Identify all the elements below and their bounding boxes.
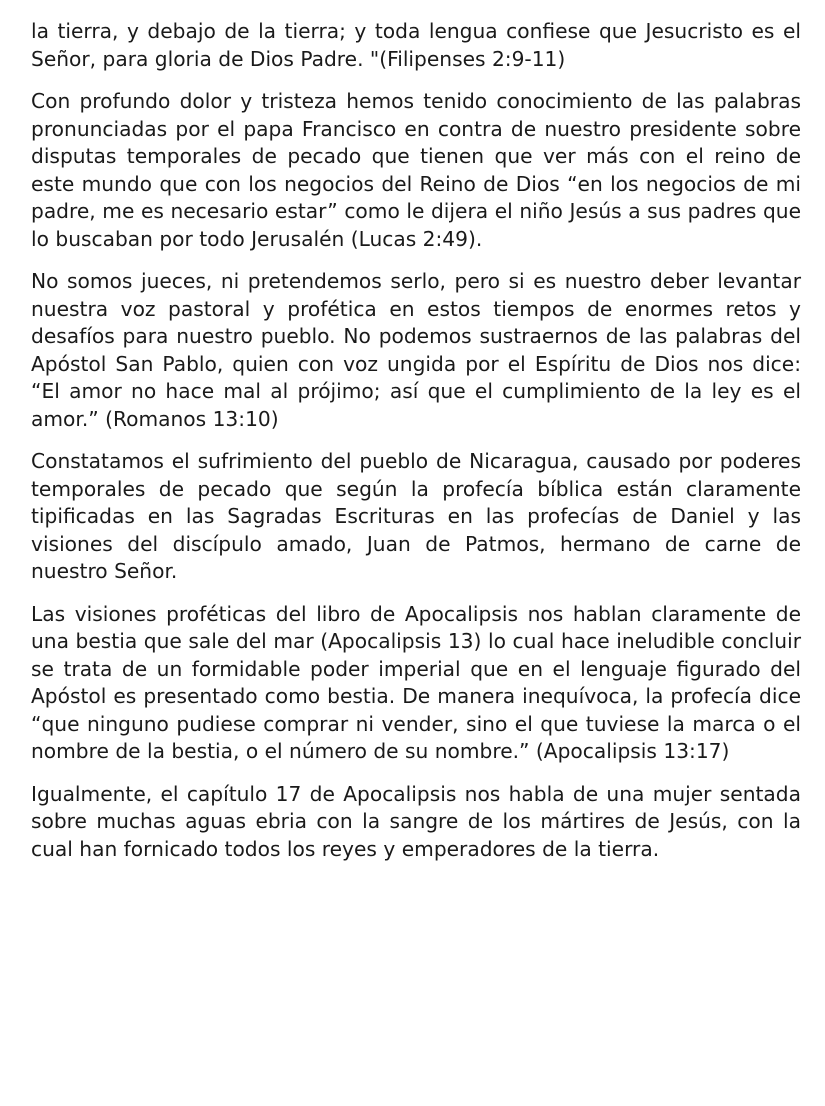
paragraph-pastoral-voice: No somos jueces, ni pretendemos serlo, pero si es nuestro deber levantar nuestra voz pastoral y profética en estos tiempos de enormes retos y desafíos para nuestro pueblo. No podemos sustraernos de las palabras del Apóstol San Pablo, quien con voz ungida por el Espíritu de Dios nos dice: “El amor no hace mal al prójimo; así que el cumplimiento de la ley es el amor.” (Romanos 13:10) bbox=[31, 269, 801, 431]
paragraph-apocalypse-chapter-17: Igualmente, el capítulo 17 de Apocalipsis nos habla de una mujer sentada sobre muchas aguas ebria con la sangre de los mártires de Jesús, con la cual han fornicado todos los reyes y emperadores de la tierra. bbox=[31, 781, 801, 861]
paragraph-nicaragua-suffering: Constatamos el sufrimiento del pueblo de Nicaragua, causado por poderes temporales de pecado que según la profecía bíblica están claramente tipificadas en las Sagradas Escrituras en las profecías de Daniel y las visiones del discípulo amado, Juan de Patmos, hermano de carne de nuestro Señor. bbox=[31, 449, 801, 583]
paragraph-pope-francis: Con profundo dolor y tristeza hemos tenido conocimiento de las palabras pronunciadas por el papa Francisco en contra de nuestro presidente sobre disputas temporales de pecado que tienen que ver más con el reino de este mundo que con los negocios del Reino de Dios “en los negocios de mi padre, me es necesario estar” como le dijera el niño Jesús a sus padres que lo buscaban por todo Jerusalén (Lucas 2:49). bbox=[31, 89, 801, 251]
paragraph-apocalypse-beast: Las visiones proféticas del libro de Apocalipsis nos hablan claramente de una bestia que sale del mar (Apocalipsis 13) lo cual hace ineludible concluir se trata de un formidable poder imperial que en el lenguaje figurado del Apóstol es presentado como bestia. De manera inequívoca, la profecía dice “que ninguno pudiese comprar ni vender, sino el que tuviese la marca o el nombre de la bestia, o el número de su nombre.” (Apocalipsis 13:17) bbox=[31, 601, 801, 763]
paragraph-philippians-quote-end: la tierra, y debajo de la tierra; y toda lengua confiese que Jesucristo es el Señor, para gloria de Dios Padre. "(Filipenses 2:9-11) bbox=[31, 19, 801, 71]
